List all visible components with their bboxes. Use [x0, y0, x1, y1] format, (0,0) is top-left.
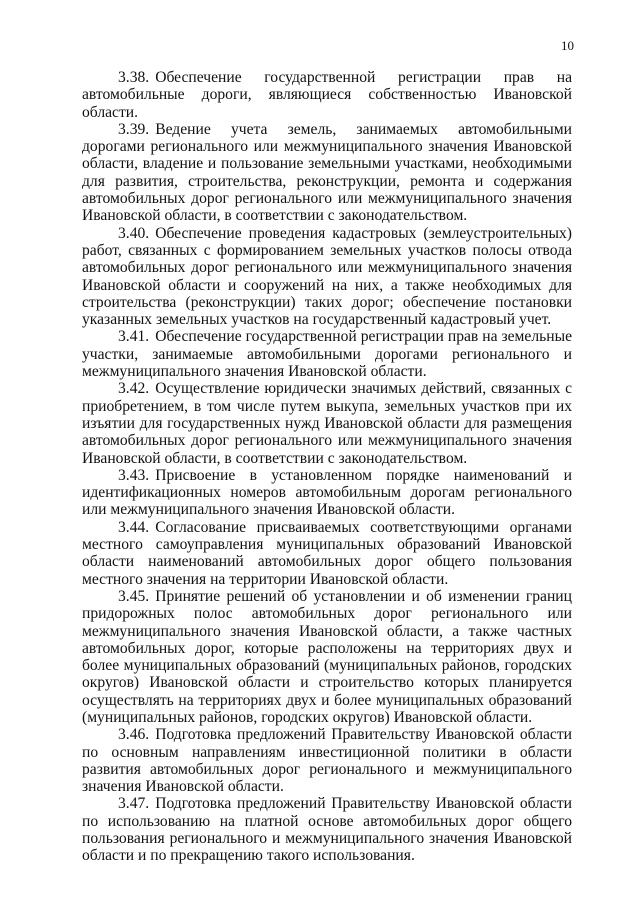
- paragraph-number: 3.46.: [118, 726, 150, 744]
- paragraph-text: Согласование присваиваемых соответствующими органами местного самоуправления муниципальных образований Ивановской области наименований автомобильных дорог общего пользования местного значения на территории Ивановской области.: [82, 518, 572, 588]
- paragraph-number: 3.47.: [118, 795, 150, 813]
- paragraph-text: Осуществление юридически значимых действий, связанных с приобретением, в том числе путем выкупа, земельных участков при их изъятии для государственных нужд Ивановской области для размещения автомобильных дорог регионального или межмуниципального значения Ивановской области, в соответствии с законодательством.: [82, 380, 572, 467]
- paragraph-3-43: [82, 467, 572, 519]
- paragraph-number: 3.44.: [118, 518, 150, 536]
- paragraph-3-47: [82, 795, 572, 864]
- paragraph-number: 3.43.: [118, 466, 150, 484]
- paragraph-3-39: [82, 121, 572, 225]
- document-body: [82, 69, 572, 865]
- paragraph-text: Подготовка предложений Правительству Ивановской области по использованию на платной основе автомобильных дорог общего пользования регионального и межмуниципального значения Ивановской области и по прекращению такого использования.: [82, 795, 572, 865]
- paragraph-number: 3.39.: [118, 120, 150, 138]
- paragraph-3-40: [82, 225, 572, 329]
- paragraph-text: Обеспечение проведения кадастровых (землеустроительных) работ, связанных с формированием земельных участков полосы отвода автомобильных дорог регионального или межмуниципального значения Ивановской области и сооружений на них, а также необходимых для строительства (реконструкции) таких дорог; обеспечение постановки указанных земельных участков на государственный кадастровый учет.: [82, 224, 572, 329]
- paragraph-text: Обеспечение государственной регистрации прав на автомобильные дороги, являющиеся собственностью Ивановской области.: [82, 69, 572, 121]
- paragraph-3-46: [82, 726, 572, 795]
- paragraph-number: 3.38.: [118, 69, 150, 86]
- paragraph-number: 3.42.: [118, 380, 150, 398]
- paragraph-text: Присвоение в установленном порядке наименований и идентификационных номеров автомобильным дорогам регионального или межмуниципального значения Ивановской области.: [82, 466, 572, 519]
- paragraph-text: Ведение учета земель, занимаемых автомобильными дорогами регионального или межмуниципального значения Ивановской области, владение и пользование земельными участками, необходимыми для развития, строительства, реконструкции, ремонта и содержания автомобильных дорог регионального или межмуниципального значения Ивановской области, в соответствии с законодательством.: [82, 120, 572, 225]
- paragraph-text: Принятие решений об установлении и об изменении границ придорожных полос автомобильных дорог регионального или межмуниципального значения Ивановской области, а также частных автомобильных дорог, которые расположены на территориях двух и более муниципальных образований (муниципальных районов, городских округов) Ивановской области и строительство которых планируется осуществлять на территориях двух и более муниципальных образований (муниципальных районов, городских округов) Ивановской области.: [82, 587, 572, 726]
- paragraph-number: 3.45.: [118, 587, 150, 605]
- paragraph-text: Обеспечение государственной регистрации прав на земельные участки, занимаемые автомобильными дорогами регионального и межмуниципального значения Ивановской области.: [82, 328, 572, 381]
- paragraph-number: 3.40.: [118, 224, 150, 242]
- paragraph-3-45: [82, 588, 572, 726]
- paragraph-number: 3.41.: [118, 328, 150, 346]
- paragraph-3-44: [82, 519, 572, 588]
- paragraph-text: Подготовка предложений Правительству Ивановской области по основным направлениям инвестиционной политики в области развития автомобильных дорог регионального и межмуниципального значения Ивановской области.: [82, 726, 572, 796]
- paragraph-3-38: [82, 69, 572, 121]
- paragraph-3-41: [82, 328, 572, 380]
- paragraph-3-42: [82, 380, 572, 466]
- page-number: 10: [561, 38, 574, 53]
